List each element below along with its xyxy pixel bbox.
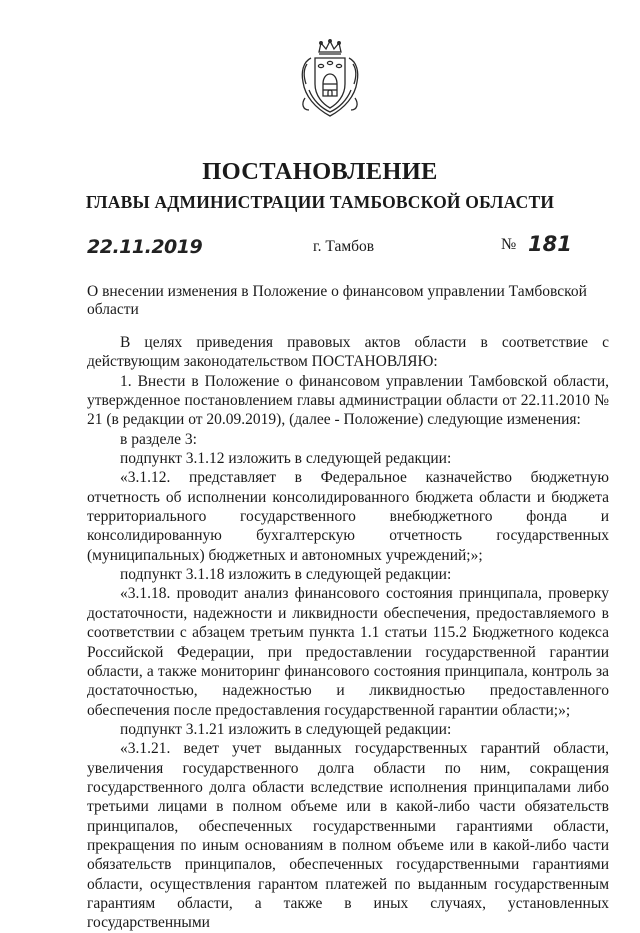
document-city: г. Тамбов bbox=[313, 238, 375, 255]
body-paragraph: «3.1.12. представляет в Федеральное казначейство бюджетную отчетность об исполнении консолидированного бюджета области и бюджета территориального государственного внебюджетного фонда и консолидированную бухгалтерскую отчетность государственных (муниципальных) бюджетных и автономных учреждений;»; bbox=[87, 469, 609, 564]
body-paragraph: В целях приведения правовых актов области в соответствие с действующим законодательством ПОСТАНОВЛЯЮ: bbox=[87, 334, 609, 371]
document-number: 181 bbox=[528, 232, 572, 256]
body-paragraph: «3.1.21. ведет учет выданных государственных гарантий области, увеличения государственного долга области по ним, сокращения государственного долга области вследствие исполнения принципалами либо третьими лицами в полном объеме или в какой-либо части обязательств принципалов, обеспеченных государственными гарантиями области, прекращения по иным основаниям в полном объеме или в какой-либо части обязательств принципалов, обеспеченных государственными гарантиями области, осуществления гарантом платежей по выданным государственным гарантиям области, а также в иных случаях, установленных государственными bbox=[87, 740, 609, 932]
document-date: 22.11.2019 bbox=[87, 236, 203, 258]
document-number-label: № bbox=[501, 236, 517, 253]
body-paragraph: «3.1.18. проводит анализ финансового состояния принципала, проверку достаточности, надежности и ликвидности обеспечения, предоставляемого в соответствии с абзацем третьим пункта 1.1 статьи 115.2 Бюджетного кодекса Российской Федерации, при предоставлении государственной гарантии области, а также мониторинг финансового состояния принципала, контроль за достаточностью, надежностью и ликвидностью предоставленного обеспечения после предоставления государственной гарантии области;»; bbox=[87, 585, 609, 719]
document-body bbox=[87, 333, 609, 933]
body-paragraph: подпункт 3.1.12 изложить в следующей редакции: bbox=[120, 450, 452, 468]
body-paragraph: 1. Внести в Положение о финансовом управлении Тамбовской области, утвержденное постановлением главы администрации области от 22.11.2010 № 21 (в редакции от 20.09.2019), (далее - Положение) следующие изменения: bbox=[87, 372, 609, 429]
body-paragraph: в разделе 3: bbox=[120, 430, 197, 448]
document-subtitle: ГЛАВЫ АДМИНИСТРАЦИИ ТАМБОВСКОЙ ОБЛАСТИ bbox=[85, 192, 555, 212]
body-paragraph: подпункт 3.1.18 изложить в следующей редакции: bbox=[120, 566, 452, 584]
document-title: ПОСТАНОВЛЕНИЕ bbox=[202, 158, 438, 185]
coat-of-arms-icon bbox=[297, 38, 363, 120]
document-subject: О внесении изменения в Положение о финансовом управлении Тамбовской области bbox=[87, 283, 587, 318]
body-paragraph: подпункт 3.1.21 изложить в следующей редакции: bbox=[120, 720, 452, 738]
